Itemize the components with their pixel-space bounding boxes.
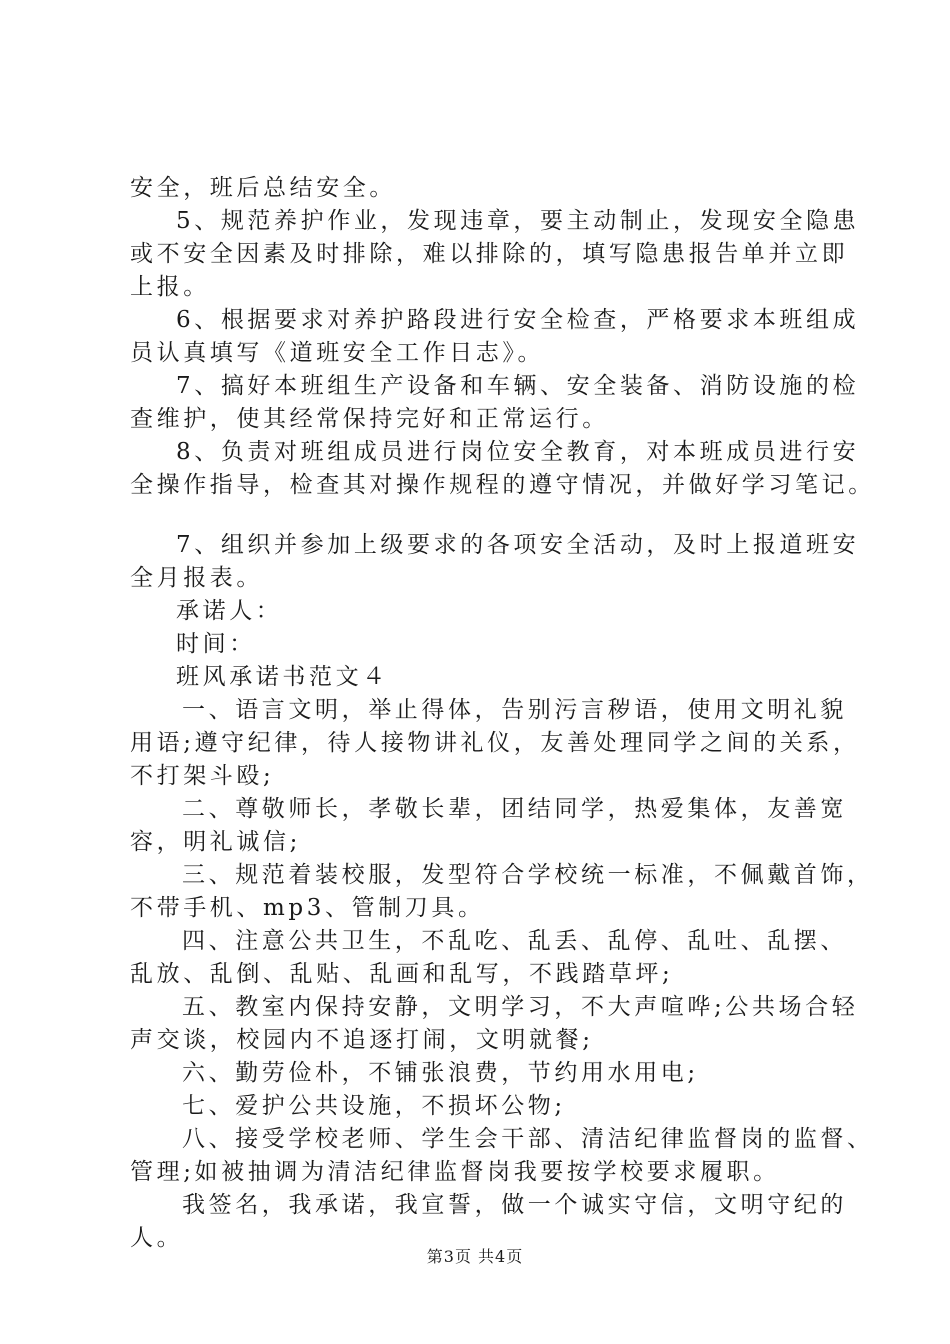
text-line: 人。 [130,1225,184,1251]
text-line: 三、规范着装校服，发型符合学校统一标准，不佩戴首饰， [182,862,874,888]
text-line: 一、语言文明，举止得体，告别污言秽语，使用文明礼貌 [182,697,847,723]
text-line: 不带手机、mp3、管制刀具。 [130,895,485,921]
date-label: 时间： [176,631,256,657]
text-line: 不打架斗殴; [130,763,275,789]
text-line: 乱放、乱倒、乱贴、乱画和乱写，不践踏草坪; [130,961,674,987]
text-line: 八、接受学校老师、学生会干部、清洁纪律监督岗的监督、 [182,1126,874,1152]
text-line: 五、教室内保持安静，文明学习，不大声喧哗;公共场合轻 [182,994,859,1020]
text-line: 上报。 [130,274,210,300]
text-line: 六、勤劳俭朴，不铺张浪费，节约用水用电; [182,1060,699,1086]
text-line: 8、负责对班组成员进行岗位安全教育，对本班成员进行安 [176,439,860,465]
text-line: 二、尊敬师长，孝敬长辈，团结同学，热爱集体，友善宽 [182,796,847,822]
text-line: 声交谈，校园内不追逐打闹，文明就餐; [130,1027,594,1053]
text-line: 5、规范养护作业，发现违章，要主动制止，发现安全隐患 [176,208,860,234]
text-line: 全操作指导，检查其对操作规程的遵守情况，并做好学习笔记。 [130,472,875,498]
text-line: 用语;遵守纪律，待人接物讲礼仪，友善处理同学之间的关系， [130,730,860,756]
signature-label: 承诺人： [176,598,283,624]
text-line: 查维护，使其经常保持完好和正常运行。 [130,406,609,432]
section-title: 班风承诺书范文４ [176,664,389,690]
text-line: 七、爱护公共设施，不损坏公物; [182,1093,566,1119]
document-body [130,172,875,1255]
text-line: 员认真填写《道班安全工作日志》。 [130,340,545,366]
text-line: 管理;如被抽调为清洁纪律监督岗我要按学校要求履职。 [130,1159,780,1185]
text-line: 或不安全因素及时排除，难以排除的，填写隐患报告单并立即 [130,241,849,267]
paragraph-gap [130,502,854,529]
text-line: 6、根据要求对养护路段进行安全检查，严格要求本班组成 [176,307,860,333]
text-line: 我签名，我承诺，我宣誓，做一个诚实守信，文明守纪的 [182,1192,847,1218]
page-number-footer: 第3页 共4页 [426,1247,524,1266]
text-line: 安全，班后总结安全。 [130,175,396,201]
text-line: 四、注意公共卫生，不乱吃、乱丢、乱停、乱吐、乱摆、 [182,928,847,954]
text-line: 容，明礼诚信; [130,829,301,855]
text-line: 7、搞好本班组生产设备和车辆、安全装备、消防设施的检 [176,373,860,399]
text-line: 全月报表。 [130,565,263,591]
text-line: 7、组织并参加上级要求的各项安全活动，及时上报道班安 [176,532,860,558]
